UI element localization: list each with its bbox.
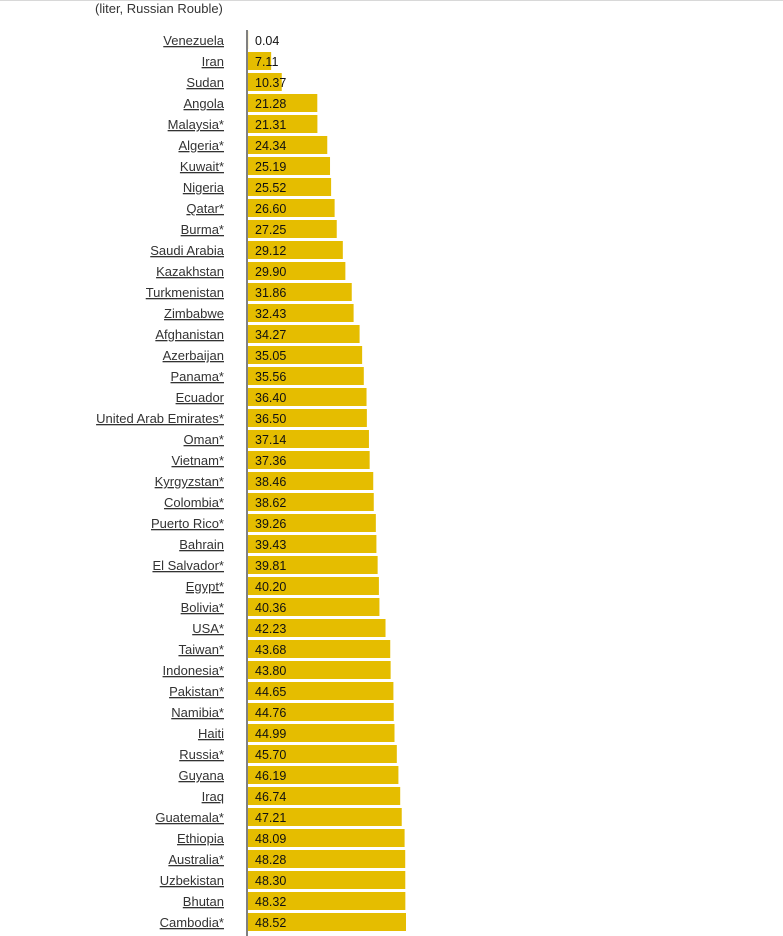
value-label: 40.20 <box>255 580 287 594</box>
value-label: 25.52 <box>255 181 287 195</box>
country-link[interactable]: Bhutan <box>182 894 224 909</box>
country-link[interactable]: Qatar* <box>186 201 224 216</box>
country-link[interactable]: Puerto Rico* <box>151 516 224 531</box>
country-link[interactable]: Bolivia* <box>180 600 224 615</box>
country-link[interactable]: Venezuela <box>163 33 224 48</box>
country-link[interactable]: Kazakhstan <box>156 264 224 279</box>
value-label: 38.46 <box>255 475 287 489</box>
country-link[interactable]: Pakistan* <box>169 684 224 699</box>
value-label: 36.50 <box>255 412 287 426</box>
value-label: 10.37 <box>255 76 287 90</box>
country-link[interactable]: Russia* <box>179 747 224 762</box>
country-link[interactable]: Egypt* <box>185 579 224 594</box>
country-link[interactable]: Saudi Arabia <box>150 243 224 258</box>
value-label: 37.14 <box>255 433 287 447</box>
country-link[interactable]: USA* <box>192 621 224 636</box>
value-label: 24.34 <box>255 139 287 153</box>
value-label: 44.65 <box>255 685 287 699</box>
country-link[interactable]: El Salvador* <box>152 558 224 573</box>
value-label: 39.26 <box>255 517 287 531</box>
country-link[interactable]: United Arab Emirates* <box>96 411 224 426</box>
value-label: 48.30 <box>255 874 287 888</box>
value-label: 43.80 <box>255 664 287 678</box>
value-label: 21.31 <box>255 118 287 132</box>
country-link[interactable]: Azerbaijan <box>162 348 224 363</box>
value-label: 47.21 <box>255 811 287 825</box>
country-link[interactable]: Nigeria <box>182 180 224 195</box>
country-link[interactable]: Kuwait* <box>179 159 224 174</box>
country-link[interactable]: Namibia* <box>171 705 224 720</box>
country-link[interactable]: Sudan <box>186 75 224 90</box>
country-link[interactable]: Turkmenistan <box>145 285 224 300</box>
country-link[interactable]: Afghanistan <box>155 327 224 342</box>
value-label: 35.05 <box>255 349 287 363</box>
value-label: 43.68 <box>255 643 287 657</box>
value-label: 26.60 <box>255 202 287 216</box>
country-link[interactable]: Zimbabwe <box>164 306 224 321</box>
value-label: 42.23 <box>255 622 287 636</box>
country-link[interactable]: Kyrgyzstan* <box>154 474 224 489</box>
unit-note: (liter, Russian Rouble) <box>95 1 223 16</box>
value-label: 34.27 <box>255 328 287 342</box>
country-link[interactable]: Taiwan* <box>178 642 224 657</box>
country-link[interactable]: Algeria* <box>178 138 224 153</box>
value-label: 38.62 <box>255 496 287 510</box>
value-label: 39.43 <box>255 538 287 552</box>
country-link[interactable]: Burma* <box>180 222 224 237</box>
value-label: 48.28 <box>255 853 287 867</box>
value-label: 21.28 <box>255 97 287 111</box>
value-label: 29.90 <box>255 265 287 279</box>
country-link[interactable]: Cambodia* <box>159 915 224 930</box>
value-label: 48.32 <box>255 895 287 909</box>
value-label: 44.76 <box>255 706 287 720</box>
value-label: 48.52 <box>255 916 287 930</box>
value-label: 46.19 <box>255 769 287 783</box>
value-label: 39.81 <box>255 559 287 573</box>
value-label: 27.25 <box>255 223 287 237</box>
country-link[interactable]: Iraq <box>201 789 224 804</box>
value-label: 25.19 <box>255 160 287 174</box>
value-label: 32.43 <box>255 307 287 321</box>
country-link[interactable]: Australia* <box>168 852 224 867</box>
country-link[interactable]: Malaysia* <box>167 117 224 132</box>
value-label: 40.36 <box>255 601 287 615</box>
country-link[interactable]: Ecuador <box>175 390 224 405</box>
value-label: 35.56 <box>255 370 287 384</box>
value-label: 48.09 <box>255 832 287 846</box>
country-link[interactable]: Uzbekistan <box>159 873 224 888</box>
value-label: 7.11 <box>255 55 279 69</box>
value-label: 37.36 <box>255 454 287 468</box>
value-label: 45.70 <box>255 748 287 762</box>
value-label: 36.40 <box>255 391 287 405</box>
value-label: 46.74 <box>255 790 287 804</box>
value-label: 31.86 <box>255 286 287 300</box>
country-link[interactable]: Iran <box>201 54 224 69</box>
country-link[interactable]: Guyana <box>178 768 224 783</box>
country-link[interactable]: Haiti <box>197 726 224 741</box>
value-label: 44.99 <box>255 727 287 741</box>
country-link[interactable]: Guatemala* <box>155 810 224 825</box>
country-link[interactable]: Colombia* <box>164 495 224 510</box>
country-link[interactable]: Indonesia* <box>162 663 224 678</box>
country-link[interactable]: Bahrain <box>179 537 224 552</box>
country-link[interactable]: Oman* <box>183 432 224 447</box>
country-link[interactable]: Panama* <box>170 369 224 384</box>
country-link[interactable]: Angola <box>183 96 224 111</box>
value-label: 29.12 <box>255 244 287 258</box>
value-label: 0.04 <box>255 34 280 48</box>
country-link[interactable]: Ethiopia <box>177 831 224 846</box>
country-link[interactable]: Vietnam* <box>171 453 224 468</box>
